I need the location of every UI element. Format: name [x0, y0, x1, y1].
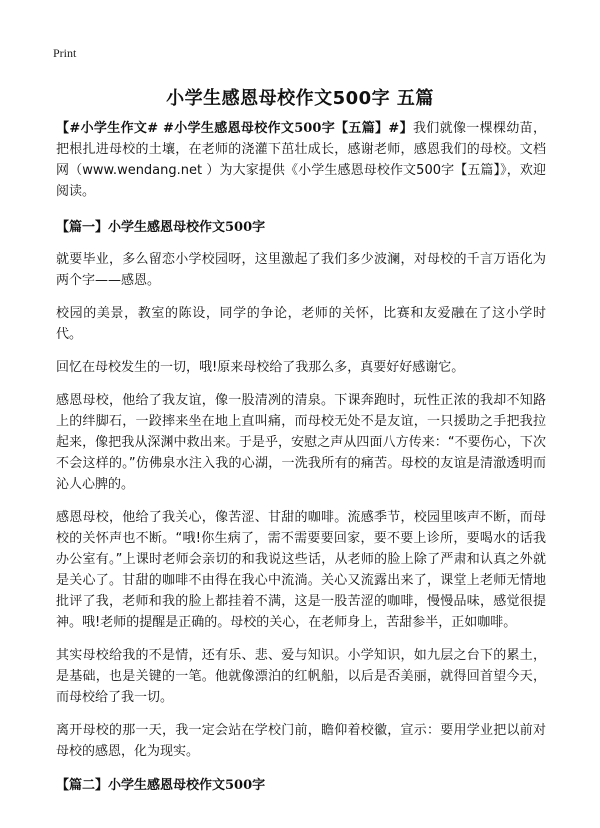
section-heading-1: 【篇一】小学生感恩母校作文500字: [56, 220, 266, 235]
paragraph: 校园的美景，教室的陈设，同学的争论，老师的关怀，比赛和友爱融在了这小学时代。: [56, 306, 546, 342]
paragraph: 就要毕业，多么留恋小学校园呀，这里激起了我们多少波澜，对母校的千言万语化为两个字——感恩。: [56, 252, 546, 288]
document-title: 小学生感恩母校作文500字 五篇: [166, 88, 434, 109]
paragraph: 离开母校的那一天，我一定会站在学校门前，瞻仰着校徽，宣示：要用学业把以前对母校的感恩，化为现实。: [56, 723, 546, 759]
intro-text: 我们就像一棵棵幼苗，把根扎进母校的土壤，在老师的浇灌下茁壮成长，感谢老师，感恩我们的母校。文档网（www.wendang.net ）为大家提供《小学生感恩母校作文500字【五篇】》，欢迎阅读。: [56, 121, 546, 199]
paragraph: 感恩母校，他给了我友谊，像一股清冽的清泉。下课奔跑时，玩性正浓的我却不知路上的绊脚石，一跤摔来坐在地上直叫痛，而母校无处不是友谊，一只援助之手把我拉起来，像把我从深渊中救出来。于是乎，安慰之声从四面八方传来：“不要伤心，下次不会这样的。”仿佛泉水注入我的心湖，一洗我所有的痛苦。母校的友谊是清澈透明而沁人心脾的。: [56, 393, 546, 492]
intro-tag: 【#小学生作文# #小学生感恩母校作文500字【五篇】#】: [56, 121, 413, 136]
section-heading-2: 【篇二】小学生感恩母校作文500字: [56, 778, 266, 793]
paragraph: 回忆在母校发生的一切，哦!原来母校给了我那么多，真要好好感谢它。: [56, 360, 465, 375]
print-link[interactable]: Print: [53, 46, 77, 60]
paragraph: 其实母校给我的不是情，还有乐、悲、爱与知识。小学知识，如九层之台下的累土，是基础，也是关键的一笔。他就像漂泊的红帆船，以后是否美丽，就得回首望今天，而母校给了我一切。: [56, 648, 546, 705]
document-body: [56, 118, 546, 807]
paragraph: 感恩母校，他给了我关心，像苦涩、甘甜的咖啡。流感季节，校园里咳声不断，而母校的关怀声也不断。“哦!你生病了，需不需要要回家，要不要上诊所，要喝水的话我办公室有。”上课时老师会亲切的和我说这些话，从老师的脸上除了严肃和认真之外就是关心了。甘甜的咖啡不由得在我心中流淌。关心又流露出来了，课堂上老师无情地批评了我，老师和我的脸上都挂着不满，这是一股苦涩的咖啡，慢慢品味，感觉很提神。哦!老师的提醒是正确的。母校的关心，在老师身上，苦甜参半，正如咖啡。: [56, 510, 546, 630]
intro-paragraph: [56, 118, 546, 202]
